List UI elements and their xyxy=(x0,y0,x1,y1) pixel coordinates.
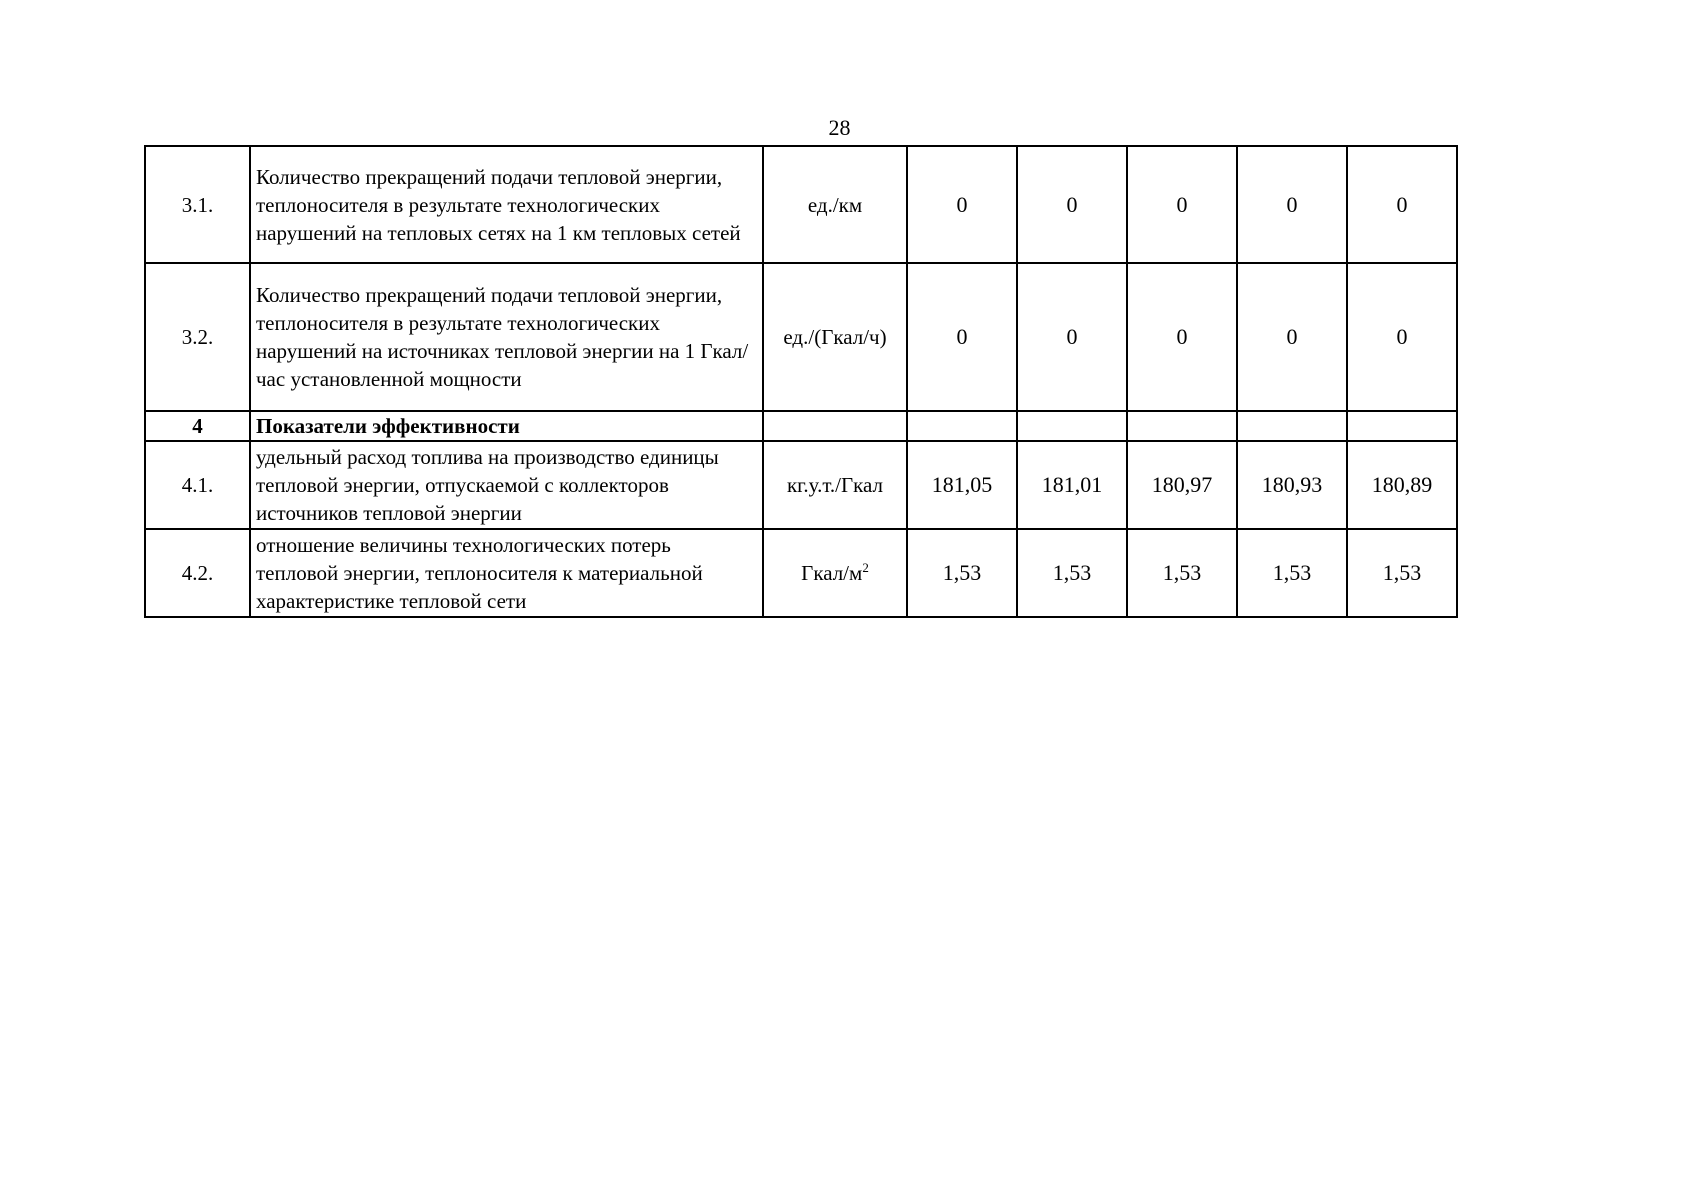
table-row xyxy=(145,263,1457,411)
indicator-name: Количество прекращений подачи тепловой энергии, теплоносителя в результате технологических нарушений на источниках тепловой энергии на 1 Гкал/час установленной мощности xyxy=(250,263,763,411)
value-cell: 180,93 xyxy=(1237,441,1347,529)
indicator-name: отношение величины технологических потерь тепловой энергии, теплоносителя к материальной характеристике тепловой сети xyxy=(250,529,763,617)
indicator-name: Количество прекращений подачи тепловой энергии, теплоносителя в результате технологических нарушений на тепловых сетях на 1 км тепловых сетей xyxy=(250,146,763,263)
value-cell: 1,53 xyxy=(1127,529,1237,617)
value-cell: 181,05 xyxy=(907,441,1017,529)
unit-exponent: 2 xyxy=(862,560,869,575)
unit-cell xyxy=(763,411,907,441)
table-row xyxy=(145,529,1457,617)
row-number: 3.1. xyxy=(145,146,250,263)
value-cell xyxy=(1237,411,1347,441)
unit-cell xyxy=(763,529,907,617)
value-cell: 1,53 xyxy=(907,529,1017,617)
value-cell: 0 xyxy=(1347,263,1457,411)
row-number: 4.2. xyxy=(145,529,250,617)
value-cell: 0 xyxy=(1237,146,1347,263)
value-cell: 180,89 xyxy=(1347,441,1457,529)
unit-base: Гкал/м xyxy=(801,561,863,585)
value-cell: 181,01 xyxy=(1017,441,1127,529)
value-cell: 0 xyxy=(907,146,1017,263)
page-number: 28 xyxy=(828,115,851,140)
section-number: 4 xyxy=(145,411,250,441)
value-cell: 180,97 xyxy=(1127,441,1237,529)
section-row xyxy=(145,411,1457,441)
value-cell xyxy=(907,411,1017,441)
value-cell xyxy=(1347,411,1457,441)
value-cell xyxy=(1017,411,1127,441)
value-cell: 0 xyxy=(1127,263,1237,411)
value-cell: 0 xyxy=(1017,263,1127,411)
value-cell: 1,53 xyxy=(1237,529,1347,617)
value-cell: 0 xyxy=(1237,263,1347,411)
row-number: 4.1. xyxy=(145,441,250,529)
value-cell: 1,53 xyxy=(1347,529,1457,617)
unit-cell: кг.у.т./Гкал xyxy=(763,441,907,529)
unit-cell: ед./км xyxy=(763,146,907,263)
row-number: 3.2. xyxy=(145,263,250,411)
table-row xyxy=(145,146,1457,263)
value-cell: 0 xyxy=(907,263,1017,411)
section-title: Показатели эффективности xyxy=(250,411,763,441)
indicators-table xyxy=(144,145,1458,618)
indicator-name: удельный расход топлива на производство единицы тепловой энергии, отпускаемой с коллекторов источников тепловой энергии xyxy=(250,441,763,529)
value-cell: 0 xyxy=(1127,146,1237,263)
table-row xyxy=(145,441,1457,529)
value-cell: 0 xyxy=(1017,146,1127,263)
value-cell xyxy=(1127,411,1237,441)
value-cell: 1,53 xyxy=(1017,529,1127,617)
unit-cell: ед./(Гкал/ч) xyxy=(763,263,907,411)
value-cell: 0 xyxy=(1347,146,1457,263)
